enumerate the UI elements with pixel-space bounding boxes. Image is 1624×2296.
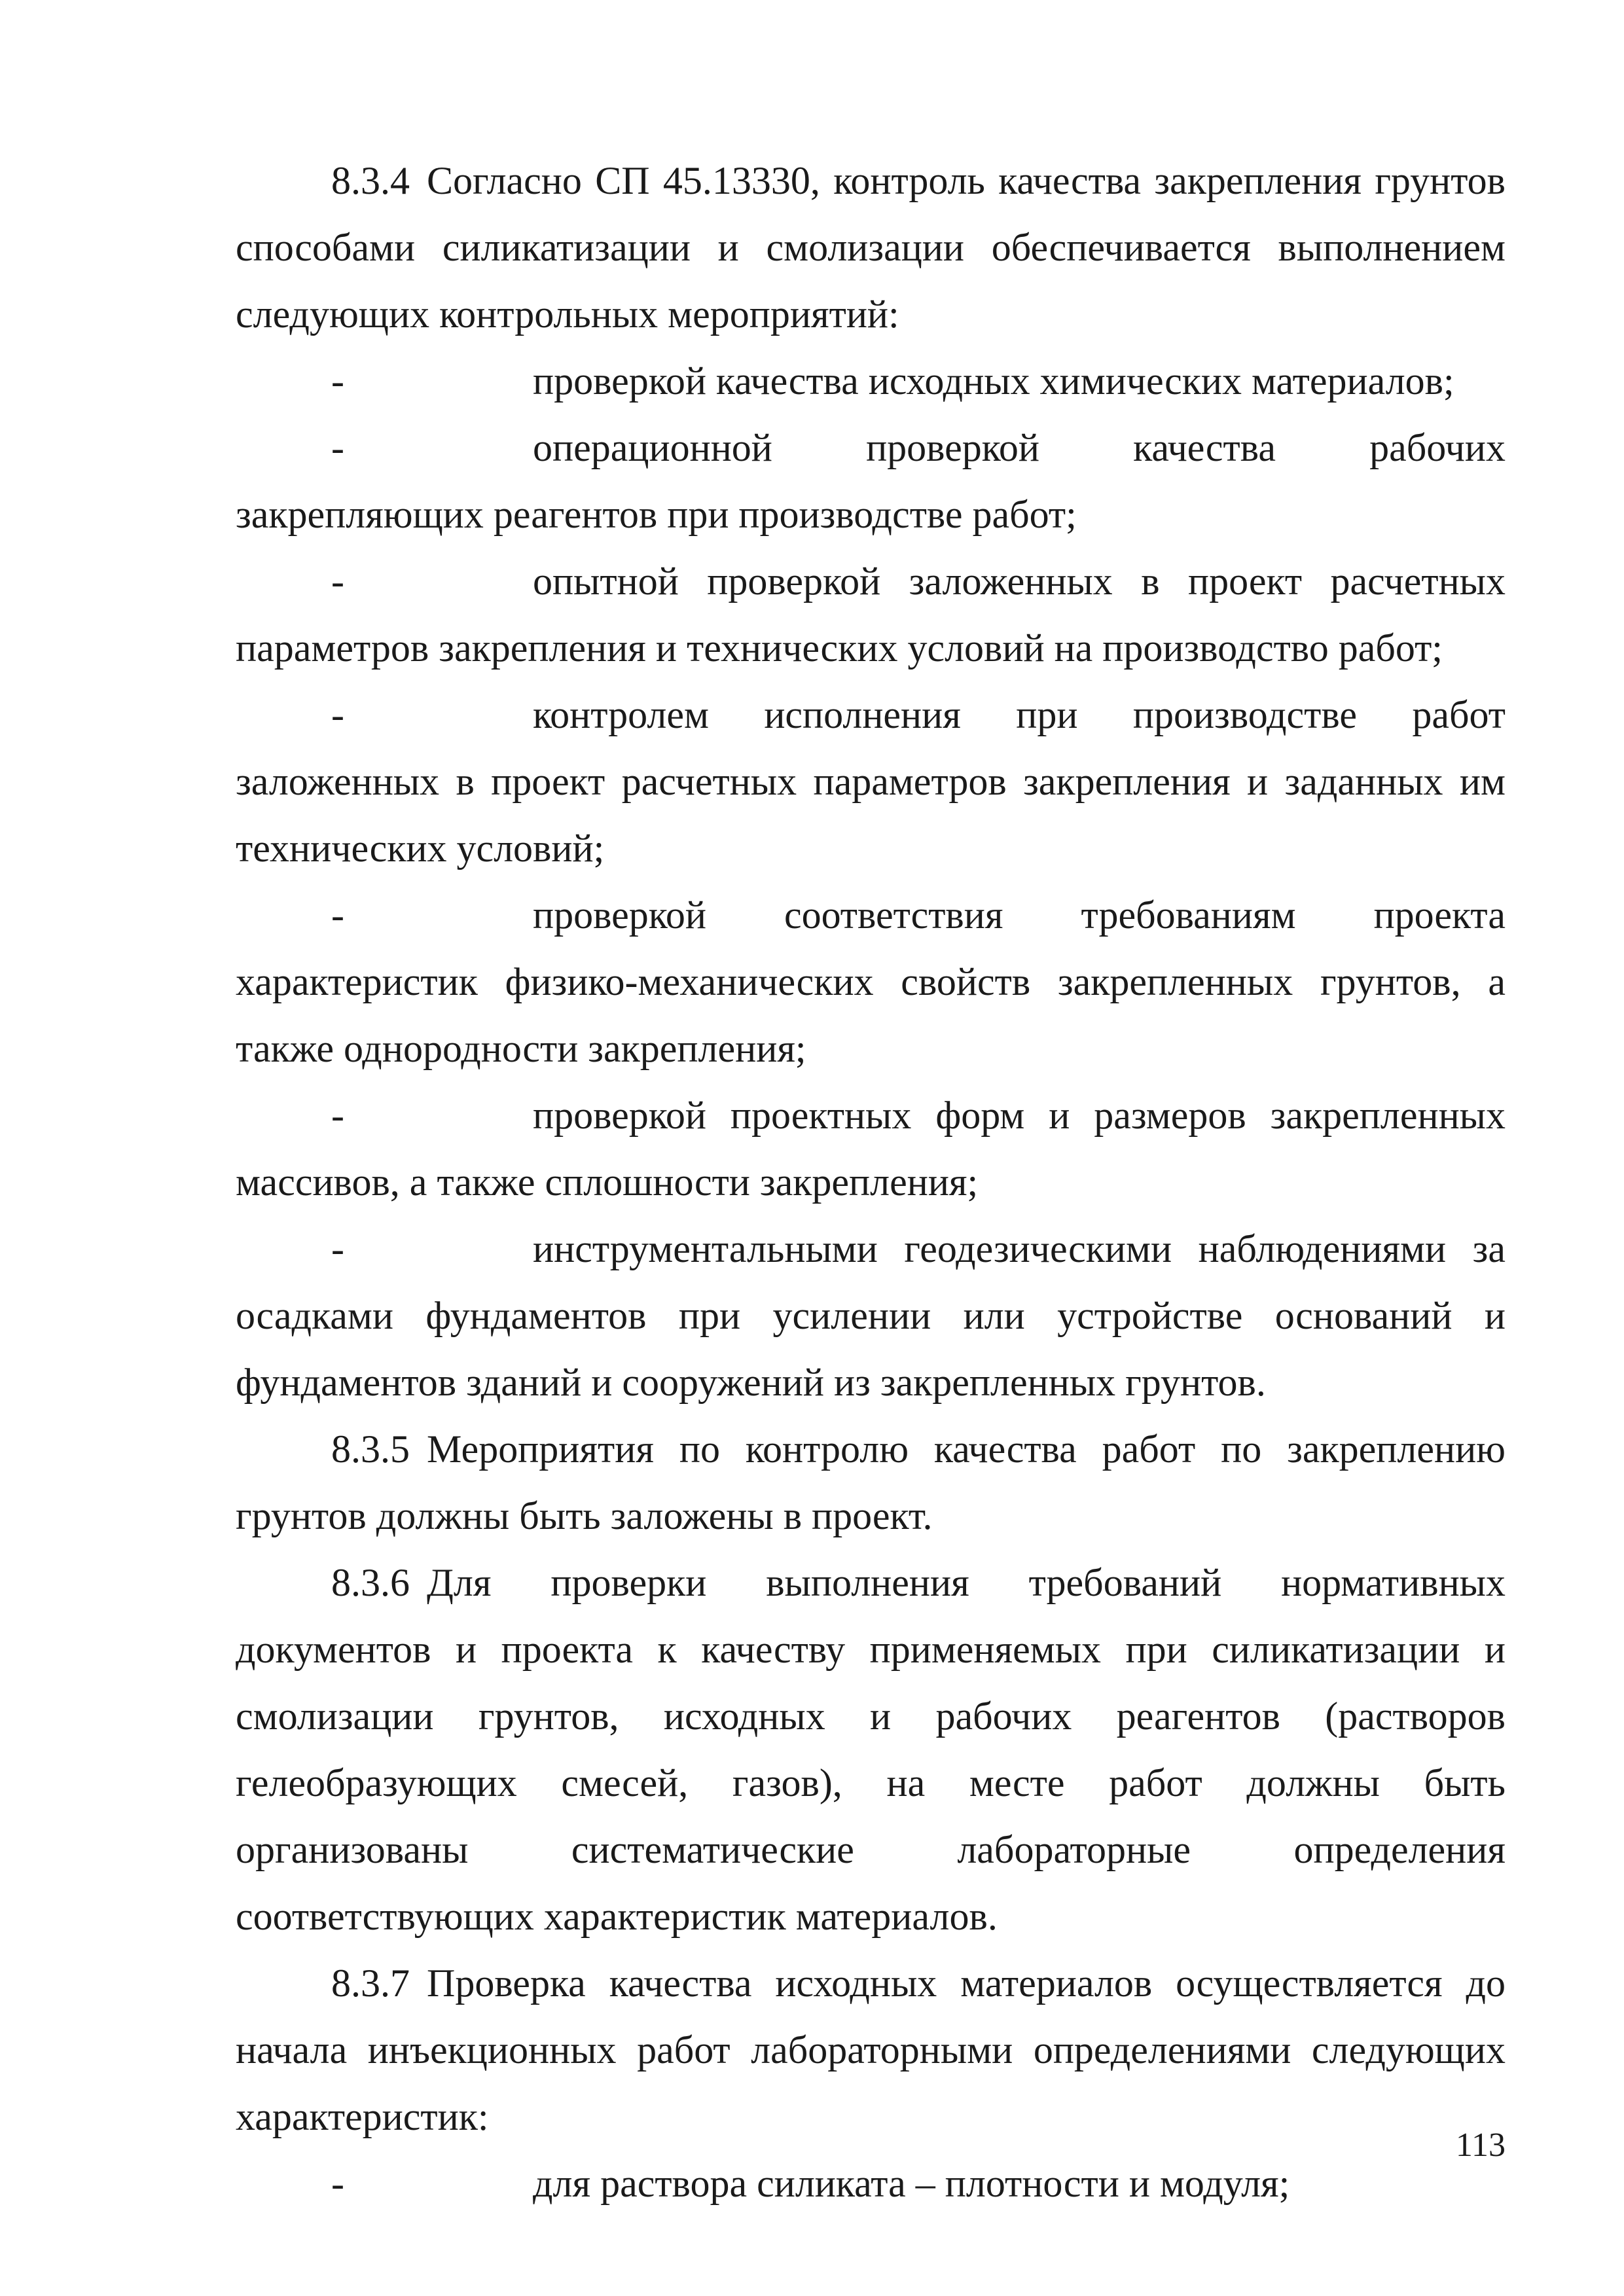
list-item — [236, 414, 1506, 548]
list-item-text: проверкой соответствия требованиям проекта характеристик физико-механических свойств закрепленных грунтов, а также однородности закрепления; — [236, 893, 1506, 1070]
paragraph-text: Согласно СП 45.13330, контроль качества закрепления грунтов способами силикатизации и смолизации обеспечивается выполнением следующих контрольных мероприятий: — [236, 159, 1506, 336]
list-item — [236, 2150, 1506, 2217]
clause-number: 8.3.7 — [331, 1962, 410, 2005]
list-item-text: инструментальными геодезическими наблюдениями за осадками фундаментов при усилении или устройстве оснований и фундаментов зданий и сооружений из закрепленных грунтов. — [236, 1227, 1506, 1404]
page-number: 113 — [1455, 2126, 1506, 2164]
dash-marker: - — [331, 893, 344, 937]
clause-number: 8.3.4 — [331, 159, 410, 202]
paragraph-8-3-5 — [236, 1416, 1506, 1549]
list-item — [236, 681, 1506, 882]
dash-marker: - — [331, 1094, 344, 1137]
list-item — [236, 548, 1506, 681]
clause-number: 8.3.5 — [331, 1427, 410, 1471]
list-item-text: операционной проверкой качества рабочих закрепляющих реагентов при производстве работ; — [236, 426, 1506, 536]
paragraph-8-3-7 — [236, 1950, 1506, 2150]
paragraph-8-3-6 — [236, 1549, 1506, 1950]
dash-marker: - — [331, 359, 344, 403]
list-item-text: опытной проверкой заложенных в проект расчетных параметров закрепления и технических условий на производство работ; — [236, 560, 1506, 670]
dash-marker: - — [331, 2162, 344, 2205]
clause-number: 8.3.6 — [331, 1561, 410, 1604]
list-item — [236, 882, 1506, 1082]
dash-marker: - — [331, 426, 344, 469]
dash-marker: - — [331, 1227, 344, 1270]
list-item-text: проверкой проектных форм и размеров закрепленных массивов, а также сплошности закрепления; — [236, 1094, 1506, 1204]
list-item — [236, 1082, 1506, 1215]
list-item-text: контролем исполнения при производстве работ заложенных в проект расчетных параметров закрепления и заданных им технических условий; — [236, 693, 1506, 870]
document-body — [236, 147, 1506, 2217]
paragraph-text: Мероприятия по контролю качества работ по закреплению грунтов должны быть заложены в проект. — [236, 1427, 1506, 1537]
dash-marker: - — [331, 560, 344, 603]
paragraph-text: Для проверки выполнения требований нормативных документов и проекта к качеству применяемых при силикатизации и смолизации грунтов, исходных и рабочих реагентов (растворов гелеобразующих смесей, газов), на месте работ должны быть организованы систематические лабораторные определения соответствующих характеристик материалов. — [236, 1561, 1506, 1938]
dash-marker: - — [331, 693, 344, 736]
list-item-text: проверкой качества исходных химических материалов; — [533, 359, 1454, 403]
list-item — [236, 348, 1506, 414]
list-item-text: для раствора силиката – плотности и модуля; — [533, 2162, 1290, 2205]
paragraph-text: Проверка качества исходных материалов осуществляется до начала инъекционных работ лабораторными определениями следующих характеристик: — [236, 1962, 1506, 2138]
paragraph-8-3-4 — [236, 147, 1506, 348]
list-item — [236, 1215, 1506, 1416]
